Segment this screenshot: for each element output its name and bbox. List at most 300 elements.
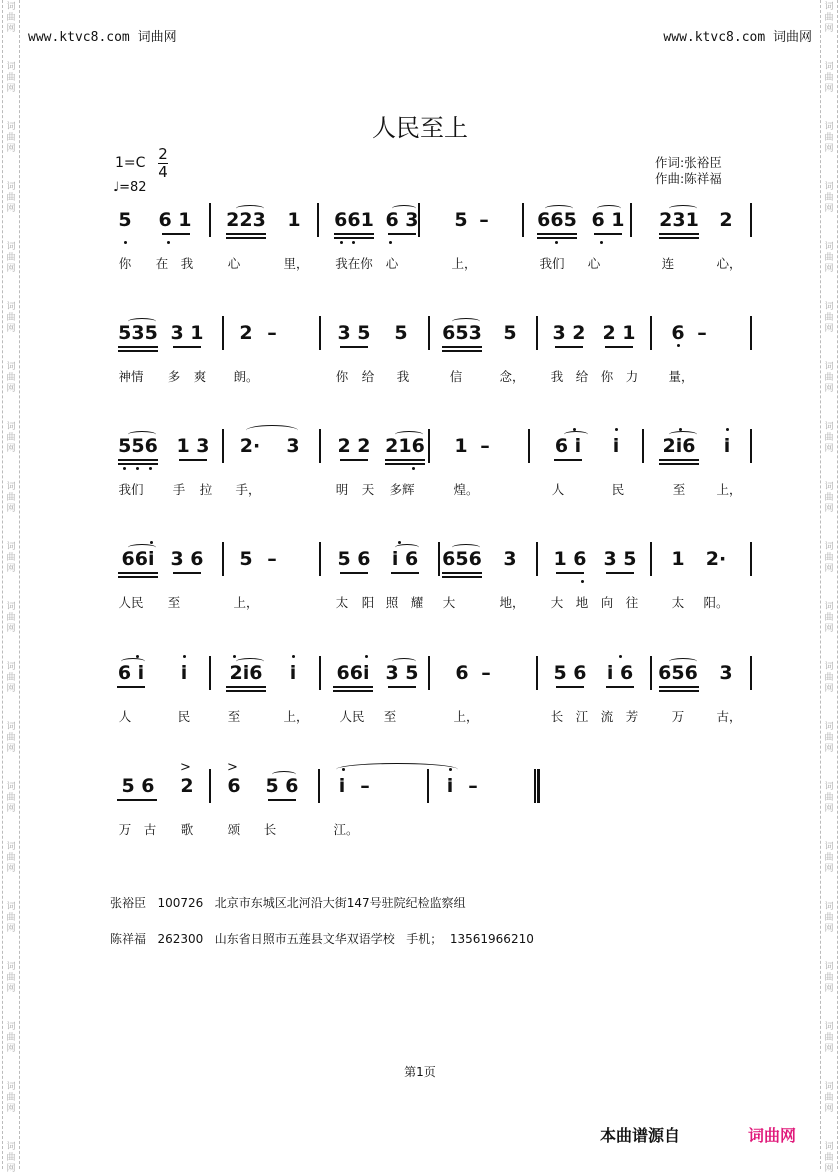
note: 6 (671, 322, 685, 344)
note: 2i6 (662, 435, 696, 457)
dash: – (267, 322, 277, 344)
underline (554, 459, 582, 461)
lyric: 连 (661, 256, 675, 271)
final-barline-thick (537, 769, 540, 803)
note: 2 2 (337, 435, 371, 457)
underline (179, 459, 207, 461)
slur (128, 544, 156, 551)
watermark-glyphs: 词 曲 网 (824, 2, 834, 34)
underline (333, 690, 373, 692)
lyric: 上， (716, 482, 742, 497)
barline (650, 316, 652, 350)
watermark-glyphs: 词 曲 网 (6, 1082, 16, 1114)
watermark-glyphs: 词 曲 网 (824, 482, 834, 514)
octave-dot (149, 467, 152, 470)
octave-dot (124, 241, 127, 244)
high-octave-dot (292, 655, 295, 658)
dash: – (360, 775, 370, 797)
watermark-glyphs: 词 曲 网 (824, 422, 834, 454)
octave-dot (555, 241, 558, 244)
dash: – (267, 548, 277, 570)
watermark-glyphs: 词 曲 网 (824, 782, 834, 814)
note: i (289, 662, 297, 684)
underline (340, 459, 368, 461)
lyric: 给 (575, 369, 589, 384)
underline (537, 237, 577, 239)
score-system-4 (112, 548, 752, 618)
high-octave-dot (679, 428, 682, 431)
dash: – (480, 435, 490, 457)
lyric: 民 (611, 482, 625, 497)
lyric: 耀 (410, 595, 424, 610)
lyric: 太 (335, 595, 349, 610)
underline (162, 233, 190, 235)
slur (272, 771, 296, 778)
note: 66i (121, 548, 155, 570)
note: i (180, 662, 188, 684)
watermark-glyphs: 词 曲 网 (6, 722, 16, 754)
lyric: 爽 (193, 369, 207, 384)
high-octave-dot (615, 428, 618, 431)
lyric: 向 (600, 595, 614, 610)
watermark-glyphs: 词 曲 网 (6, 842, 16, 874)
note: 6 (227, 775, 241, 797)
score-system-5 (112, 662, 752, 732)
underline (118, 459, 158, 461)
barline (536, 542, 538, 576)
lyric: 我 (550, 369, 564, 384)
address-text: 山东省日照市五莲县文华双语学校 (214, 932, 395, 946)
watermark-glyphs: 词 曲 网 (6, 182, 16, 214)
time-signature (158, 146, 168, 181)
lyric: 我 (180, 256, 194, 271)
underline (118, 350, 158, 352)
note: 3 5 (603, 548, 637, 570)
lyric: 我们 (118, 482, 144, 497)
underline (442, 572, 482, 574)
underline (442, 346, 482, 348)
watermark-glyphs: 词 曲 网 (6, 482, 16, 514)
note: 2 (180, 775, 194, 797)
note: i (612, 435, 620, 457)
lyric: 念， (499, 369, 525, 384)
lyric: 手 (172, 482, 186, 497)
slur (236, 205, 264, 212)
lyric: 我们 (539, 256, 565, 271)
lyric: 人 (551, 482, 565, 497)
barline (317, 203, 319, 237)
underline (340, 346, 368, 348)
lyric: 上， (283, 709, 309, 724)
lyric: 阳 (361, 595, 375, 610)
address-name: 陈祥福 (110, 932, 147, 946)
lyric: 煌。 (453, 482, 479, 497)
slur (395, 544, 419, 551)
note: 5 6 (553, 662, 587, 684)
high-octave-dot (573, 428, 576, 431)
accent-icon: > (227, 760, 238, 775)
barline (428, 316, 430, 350)
barline (319, 542, 321, 576)
song-title: 人民至上 (372, 114, 468, 142)
watermark-glyphs: 词 曲 网 (824, 362, 834, 394)
watermark-glyphs: 词 曲 网 (824, 902, 834, 934)
lyric: 手， (235, 482, 261, 497)
lyric: 我在你 (335, 256, 373, 271)
underline (605, 346, 633, 348)
note: 223 (226, 209, 266, 231)
lyric: 往 (625, 595, 639, 610)
slur (121, 658, 145, 665)
octave-dot (677, 344, 680, 347)
octave-dot (136, 467, 139, 470)
lyric: 力 (625, 369, 639, 384)
underline (659, 459, 699, 461)
lyric: 地 (575, 595, 589, 610)
lyric: 江 (575, 709, 589, 724)
underline (118, 572, 158, 574)
slur (452, 544, 480, 551)
note: 535 (118, 322, 158, 344)
score-system-2 (112, 322, 752, 392)
note: 661 (334, 209, 374, 231)
note: i (446, 775, 454, 797)
address-text: 北京市东城区北河沿大街147号驻院纪检监察组 (214, 896, 466, 910)
watermark-glyphs: 词 曲 网 (824, 242, 834, 274)
slur (564, 431, 588, 438)
high-octave-dot (136, 655, 139, 658)
lyric: 你 (600, 369, 614, 384)
note: 1 (454, 435, 468, 457)
high-octave-dot (150, 541, 153, 544)
note: 5 (454, 209, 468, 231)
watermark-glyphs: 词 曲 网 (6, 602, 16, 634)
high-octave-dot (398, 541, 401, 544)
underline (118, 346, 158, 348)
lyric: 古， (716, 709, 742, 724)
lyric: 在 (155, 256, 169, 271)
lyric: 上， (451, 256, 477, 271)
lyric: 上， (233, 595, 259, 610)
watermark-glyphs: 词 曲 网 (824, 1142, 834, 1174)
slur (128, 318, 156, 325)
octave-dot (389, 241, 392, 244)
lyric: 多 (167, 369, 181, 384)
note: 216 (385, 435, 425, 457)
dash: – (468, 775, 478, 797)
lyric: 芳 (625, 709, 639, 724)
watermark-glyphs: 词 曲 网 (824, 962, 834, 994)
page-number: 第1页 (404, 1065, 436, 1079)
barline (750, 542, 752, 576)
note: 656 (658, 662, 698, 684)
address-postcode: 262300 (157, 932, 204, 946)
octave-dot (581, 580, 584, 583)
source-label: 本曲谱源自 (600, 1126, 681, 1145)
underline (385, 459, 425, 461)
watermark-glyphs: 词 曲 网 (6, 362, 16, 394)
note: 3 6 (170, 548, 204, 570)
lyric: 万 (671, 709, 685, 724)
watermark-glyphs: 词 曲 网 (824, 1022, 834, 1054)
barline (642, 429, 644, 463)
lyric: 太 (671, 595, 685, 610)
barline (750, 656, 752, 690)
watermark-glyphs: 词 曲 网 (824, 662, 834, 694)
underline (537, 233, 577, 235)
slur (392, 658, 416, 665)
lyric: 流 (600, 709, 614, 724)
header-left-site[interactable]: www.ktvc8.com 词曲网 (28, 30, 177, 45)
brand-link[interactable]: 词曲网 (748, 1126, 797, 1145)
barline (209, 769, 211, 803)
underline (442, 350, 482, 352)
octave-dot (600, 241, 603, 244)
watermark-glyphs: 词 曲 网 (6, 122, 16, 154)
barline (536, 656, 538, 690)
watermark-glyphs: 词 曲 网 (824, 182, 834, 214)
lyric: 照 (385, 595, 399, 610)
watermark-glyphs: 词 曲 网 (6, 1022, 16, 1054)
barline (222, 316, 224, 350)
note: 3 1 (170, 322, 204, 344)
barline (536, 316, 538, 350)
underline (268, 799, 296, 801)
note: 2· (705, 548, 727, 570)
high-octave-dot (726, 428, 729, 431)
slur (669, 205, 697, 212)
underline (226, 686, 266, 688)
address-line-1 (110, 894, 466, 911)
watermark-glyphs: 词 曲 网 (6, 242, 16, 274)
lyric: 你 (118, 256, 132, 271)
note: i (338, 775, 346, 797)
lyric: 长 (263, 822, 277, 837)
score-system-3 (112, 435, 752, 505)
note: 1 (287, 209, 301, 231)
watermark-glyphs: 词 曲 网 (824, 542, 834, 574)
address-name: 张裕臣 (110, 896, 147, 910)
octave-dot (412, 467, 415, 470)
dash: – (481, 662, 491, 684)
note: 3 5 (385, 662, 419, 684)
watermark-glyphs: 词 曲 网 (6, 902, 16, 934)
note: 656 (442, 548, 482, 570)
lyric: 大 (550, 595, 564, 610)
lyric: 心 (587, 256, 601, 271)
note: 2i6 (229, 662, 263, 684)
underline (173, 346, 201, 348)
lyric: 至 (167, 595, 181, 610)
lyric: 颂 (227, 822, 241, 837)
lyric: 民 (177, 709, 191, 724)
underline (659, 233, 699, 235)
slur (128, 431, 156, 438)
underline (334, 233, 374, 235)
time-signature-bottom: 4 (158, 163, 168, 181)
dash: – (697, 322, 707, 344)
barline (630, 203, 632, 237)
high-octave-dot (342, 768, 345, 771)
watermark-glyphs: 词 曲 网 (824, 62, 834, 94)
lyric: 天 (361, 482, 375, 497)
note: 6 1 (591, 209, 625, 231)
underline (117, 686, 145, 688)
quarter-note-icon: ♩ (113, 180, 120, 195)
underline (226, 233, 266, 235)
tie (246, 425, 298, 436)
underline (226, 690, 266, 692)
octave-dot (352, 241, 355, 244)
lyric: 歌 (180, 822, 194, 837)
lyricist-credit: 作词:张裕臣 (655, 155, 722, 170)
lyric: 至 (227, 709, 241, 724)
high-octave-dot (619, 655, 622, 658)
note: 6 i (554, 435, 582, 457)
note: 6 i (117, 662, 145, 684)
lyric: 长 (550, 709, 564, 724)
composer-credit: 作曲:陈祥福 (655, 171, 722, 186)
lyric: 心 (227, 256, 241, 271)
slur (395, 431, 423, 438)
lyric: 拉 (199, 482, 213, 497)
note: 3 (286, 435, 300, 457)
note: 6 3 (385, 209, 419, 231)
underline (594, 233, 622, 235)
barline (750, 316, 752, 350)
watermark-glyphs: 词 曲 网 (824, 722, 834, 754)
watermark-glyphs: 词 曲 网 (824, 842, 834, 874)
score-system-6 (112, 760, 752, 845)
note: 5 (118, 209, 132, 231)
note: 5 6 (121, 775, 155, 797)
score-system-1 (112, 209, 752, 279)
underline (659, 690, 699, 692)
note: 665 (537, 209, 577, 231)
underline (391, 572, 419, 574)
underline (555, 346, 583, 348)
underline (334, 237, 374, 239)
note: 3 5 (337, 322, 371, 344)
lyric: 人 (118, 709, 132, 724)
lyric: 阳。 (703, 595, 729, 610)
underline (659, 237, 699, 239)
note: 2 (719, 209, 733, 231)
barline (428, 656, 430, 690)
lyric: 信 (449, 369, 463, 384)
note: i 6 (606, 662, 634, 684)
watermark-glyphs: 词 曲 网 (824, 122, 834, 154)
final-barline-thin (534, 769, 536, 803)
note: 2· (239, 435, 261, 457)
watermark-glyphs: 词 曲 网 (6, 62, 16, 94)
lyric: 大 (442, 595, 456, 610)
barline (750, 203, 752, 237)
barline (438, 542, 440, 576)
high-octave-dot (449, 768, 452, 771)
note: 3 2 (552, 322, 586, 344)
lyric: 古 (143, 822, 157, 837)
underline (118, 463, 158, 465)
underline (556, 572, 584, 574)
lyric: 至 (672, 482, 686, 497)
barline (319, 656, 321, 690)
note: i (723, 435, 731, 457)
underline (385, 463, 425, 465)
lyric: 人民 (339, 709, 365, 724)
barline (318, 769, 320, 803)
underline (556, 686, 584, 688)
high-octave-dot (183, 655, 186, 658)
underline (388, 686, 416, 688)
watermark-glyphs: 词 曲 网 (6, 2, 16, 34)
barline (209, 656, 211, 690)
note: 5 6 (337, 548, 371, 570)
slur (545, 205, 573, 212)
note: 3 (503, 548, 517, 570)
barline (650, 542, 652, 576)
underline (388, 233, 416, 235)
underline (606, 572, 634, 574)
underline (226, 237, 266, 239)
slur (597, 205, 621, 212)
barline (319, 316, 321, 350)
phone-label: 手机； (406, 932, 443, 946)
octave-dot (167, 241, 170, 244)
slur (669, 658, 697, 665)
slur (392, 205, 416, 212)
note: 231 (659, 209, 699, 231)
watermark-glyphs: 词 曲 网 (6, 782, 16, 814)
note: 1 6 (553, 548, 587, 570)
underline (117, 799, 157, 801)
underline (442, 576, 482, 578)
note: 1 3 (176, 435, 210, 457)
barline (222, 429, 224, 463)
note: i 6 (391, 548, 419, 570)
underline (659, 686, 699, 688)
note: 2 (239, 322, 253, 344)
lyric: 心 (385, 256, 399, 271)
barline (522, 203, 524, 237)
tempo-marking: ♩=82 (113, 180, 147, 195)
note: 653 (442, 322, 482, 344)
lyric: 给 (361, 369, 375, 384)
tie (336, 763, 458, 776)
watermark-glyphs: 词 曲 网 (6, 302, 16, 334)
lyric: 量， (668, 369, 694, 384)
underline (118, 576, 158, 578)
slur (236, 658, 264, 665)
watermark-glyphs: 词 曲 网 (824, 302, 834, 334)
note: 1 (671, 548, 685, 570)
header-right-site[interactable]: www.ktvc8.com 词曲网 (663, 30, 812, 45)
watermark-glyphs: 词 曲 网 (6, 962, 16, 994)
note: 5 (239, 548, 253, 570)
note: 3 (719, 662, 733, 684)
watermark-glyphs: 词 曲 网 (6, 422, 16, 454)
slur (669, 431, 697, 438)
underline (606, 686, 634, 688)
lyric: 里， (283, 256, 309, 271)
underline (340, 572, 368, 574)
lyric: 心， (716, 256, 742, 271)
accent-icon: > (180, 760, 191, 775)
barline (428, 429, 430, 463)
barline (750, 429, 752, 463)
watermark-glyphs: 词 曲 网 (824, 1082, 834, 1114)
lyric: 上， (453, 709, 479, 724)
